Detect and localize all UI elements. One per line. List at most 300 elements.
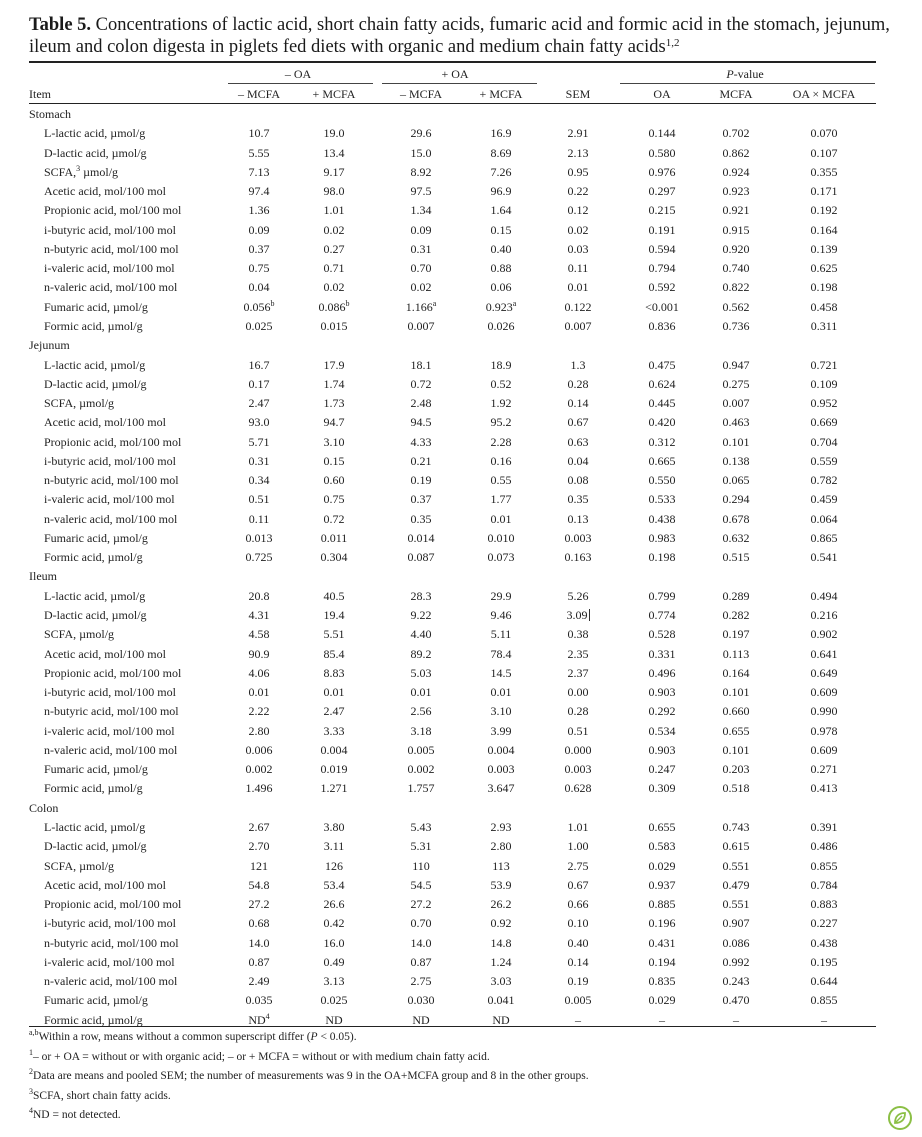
- row-value-text: 3.10: [490, 704, 512, 719]
- row-item: [44, 743, 177, 757]
- table-row: [0, 1013, 922, 1032]
- row-value-text: 0.70: [410, 261, 432, 276]
- row-value: [219, 936, 299, 950]
- row-value: [461, 415, 541, 429]
- header-item: Item: [29, 87, 51, 101]
- row-item-text: n-valeric acid, mol/100 mol: [44, 742, 178, 757]
- row-value-text: 0.66: [567, 897, 589, 912]
- row-value: [381, 300, 461, 314]
- header-col-2: – MCFA: [399, 87, 443, 101]
- row-value: [381, 126, 461, 140]
- row-value-text: 0.003: [564, 530, 592, 545]
- row-value-text: 0.87: [410, 954, 432, 969]
- row-item: [44, 415, 166, 429]
- section-row: [0, 569, 922, 588]
- row-value: [696, 242, 776, 256]
- row-item: [44, 184, 166, 198]
- row-value-text: 0.297: [648, 184, 676, 199]
- row-value-text: 96.9: [490, 184, 512, 199]
- row-value-text: 14.8: [490, 935, 512, 950]
- row-value-text: 0.72: [410, 376, 432, 391]
- row-value: [381, 512, 461, 526]
- row-value: [381, 146, 461, 160]
- row-value: [219, 627, 299, 641]
- row-value: [461, 261, 541, 275]
- row-value-text: 13.4: [323, 145, 345, 160]
- row-value: [784, 897, 864, 911]
- row-item: [44, 435, 181, 449]
- row-value-text: 0.15: [490, 222, 512, 237]
- row-value-text: 95.2: [490, 415, 512, 430]
- table-row: [0, 203, 922, 222]
- footnote-text-after: < 0.05).: [317, 1031, 357, 1043]
- row-value-text: 0.01: [490, 511, 512, 526]
- row-value: [219, 993, 299, 1007]
- row-value-text: 0.609: [810, 685, 838, 700]
- row-value: [538, 916, 618, 930]
- row-value: [219, 396, 299, 410]
- row-value: [381, 203, 461, 217]
- section-row: [0, 801, 922, 820]
- row-item-text-after: µmol/g: [80, 164, 119, 179]
- footnote-italic: P: [310, 1031, 318, 1043]
- row-value: [294, 762, 374, 776]
- row-value-text: 0.702: [722, 126, 750, 141]
- row-value-text: 0.216: [810, 608, 838, 623]
- row-value: [219, 377, 299, 391]
- row-value: [381, 955, 461, 969]
- row-item-text: Fumaric acid, µmol/g: [44, 762, 148, 777]
- top-rule: [29, 61, 876, 63]
- header-rule: [29, 103, 876, 104]
- row-item: [44, 666, 181, 680]
- row-value-text: 0.628: [564, 781, 592, 796]
- row-value-text: 2.75: [410, 974, 432, 989]
- row-value-sup: a: [432, 298, 437, 308]
- row-value-text: 0.774: [648, 608, 676, 623]
- row-value: [219, 203, 299, 217]
- row-value-text: 0.04: [567, 453, 589, 468]
- row-value: [538, 358, 618, 372]
- row-value: [784, 435, 864, 449]
- row-value-text: 0.065: [722, 473, 750, 488]
- row-value-text: 0.17: [248, 376, 270, 391]
- row-value-text: 0.13: [567, 511, 589, 526]
- row-value-text: 0.71: [323, 261, 345, 276]
- row-item-text: n-valeric acid, mol/100 mol: [44, 511, 178, 526]
- row-value: [219, 589, 299, 603]
- row-value: [784, 280, 864, 294]
- row-value-text: 0.67: [567, 415, 589, 430]
- row-value: [696, 531, 776, 545]
- row-value: [696, 261, 776, 275]
- row-value-text: 0.649: [810, 665, 838, 680]
- row-value-text: 9.17: [323, 164, 345, 179]
- row-value-text: 18.9: [490, 357, 512, 372]
- row-value-text: 0.583: [648, 839, 676, 854]
- row-value: [622, 435, 702, 449]
- footnote-marker: 1: [29, 1047, 33, 1057]
- row-value: [622, 223, 702, 237]
- row-value: [696, 936, 776, 950]
- row-item-text: Acetic acid, mol/100 mol: [44, 415, 166, 430]
- row-value: [538, 377, 618, 391]
- row-value: [784, 454, 864, 468]
- row-value: [219, 916, 299, 930]
- row-value-text: 0.312: [648, 434, 676, 449]
- row-value: [381, 608, 461, 622]
- row-value: [294, 916, 374, 930]
- row-value-text: 0.88: [490, 261, 512, 276]
- row-value: [696, 724, 776, 738]
- row-value-text: 85.4: [323, 646, 345, 661]
- table-row: [0, 685, 922, 704]
- row-value-text: –: [733, 1012, 739, 1027]
- row-value: [696, 126, 776, 140]
- row-value-text: 94.7: [323, 415, 345, 430]
- row-value-text: 0.005: [407, 742, 435, 757]
- row-value: [784, 165, 864, 179]
- row-value-text: 0.68: [248, 916, 270, 931]
- row-value: [219, 223, 299, 237]
- row-value: [784, 358, 864, 372]
- row-value: [294, 512, 374, 526]
- row-value: [622, 531, 702, 545]
- row-value: [696, 627, 776, 641]
- row-value-text: 0.665: [648, 453, 676, 468]
- row-item-text: L-lactic acid, µmol/g: [44, 819, 146, 834]
- row-value-text: 0.22: [567, 184, 589, 199]
- row-value-text: 0.976: [648, 164, 676, 179]
- row-value-text: 0.164: [810, 222, 838, 237]
- row-value: [538, 704, 618, 718]
- row-item: [44, 781, 143, 795]
- row-value-text: ND: [325, 1012, 343, 1027]
- row-value-text: 14.0: [248, 935, 270, 950]
- row-value-text: 20.8: [248, 588, 270, 603]
- row-value: [381, 647, 461, 661]
- row-item: [44, 300, 148, 314]
- row-value-text: 0.37: [410, 492, 432, 507]
- row-value-text: 0.002: [407, 762, 435, 777]
- row-item-text: D-lactic acid, µmol/g: [44, 376, 147, 391]
- row-value-text: 5.26: [567, 588, 589, 603]
- row-value-text: 26.2: [490, 897, 512, 912]
- row-value: [784, 146, 864, 160]
- row-value-text: 53.4: [323, 877, 345, 892]
- row-value-text: 0.28: [567, 704, 589, 719]
- row-value-text: 0.835: [648, 974, 676, 989]
- row-value: [696, 839, 776, 853]
- row-value-text: 2.47: [248, 396, 270, 411]
- row-value-text: 0.056: [243, 299, 271, 314]
- row-value-text: 0.086: [722, 935, 750, 950]
- row-value-text: 1.64: [490, 203, 512, 218]
- row-value: [622, 146, 702, 160]
- row-value: [381, 435, 461, 449]
- row-value: [696, 184, 776, 198]
- row-value-text: 0.16: [490, 453, 512, 468]
- section-name: Stomach: [29, 107, 71, 121]
- row-value: [622, 280, 702, 294]
- row-value-text: 0.275: [722, 376, 750, 391]
- row-item: [44, 724, 175, 738]
- row-value-text: 0.19: [410, 473, 432, 488]
- row-value: [622, 184, 702, 198]
- row-value-text: 0.194: [648, 954, 676, 969]
- footnote-marker: 4: [29, 1106, 33, 1115]
- row-value: [461, 608, 541, 622]
- row-value: [219, 435, 299, 449]
- row-value: [696, 454, 776, 468]
- row-item: [44, 627, 114, 641]
- row-item-text: Fumaric acid, µmol/g: [44, 530, 148, 545]
- row-value: [294, 993, 374, 1007]
- row-value: [381, 589, 461, 603]
- header-col-0: – MCFA: [237, 87, 281, 101]
- row-value: [538, 435, 618, 449]
- row-value: [784, 377, 864, 391]
- table-row: [0, 974, 922, 993]
- row-value: [219, 974, 299, 988]
- row-value: [381, 184, 461, 198]
- row-value: [219, 512, 299, 526]
- row-item-text: Propionic acid, mol/100 mol: [44, 434, 182, 449]
- row-value-text: 0.101: [722, 434, 750, 449]
- row-value: [538, 396, 618, 410]
- row-value-text: 0.822: [722, 280, 750, 295]
- row-value-text: 0.007: [722, 396, 750, 411]
- row-value-text: 0.541: [810, 550, 838, 565]
- row-value-text: 4.40: [410, 627, 432, 642]
- row-value-text: 29.9: [490, 588, 512, 603]
- header-col-7: OA × MCFA: [792, 87, 856, 101]
- row-value-text: 0.391: [810, 819, 838, 834]
- pvalue-italic: P: [726, 67, 734, 81]
- table-row: [0, 878, 922, 897]
- row-value-text: 1.24: [490, 954, 512, 969]
- row-value: [622, 396, 702, 410]
- row-item-text: Propionic acid, mol/100 mol: [44, 897, 182, 912]
- row-item-text: i-valeric acid, mol/100 mol: [44, 954, 175, 969]
- footnote-marker: 3: [29, 1086, 33, 1096]
- row-value-text: 0.678: [722, 511, 750, 526]
- row-item-text: Propionic acid, mol/100 mol: [44, 665, 182, 680]
- row-value-text: 0.624: [648, 376, 676, 391]
- row-value-text: 1.01: [567, 819, 589, 834]
- row-value-text: 5.43: [410, 819, 432, 834]
- row-value-text: 0.592: [648, 280, 676, 295]
- row-value-text: 1.496: [245, 781, 273, 796]
- row-value: [294, 550, 374, 564]
- row-value: [784, 184, 864, 198]
- row-value: [784, 415, 864, 429]
- row-value: [294, 878, 374, 892]
- row-value-text: 0.459: [810, 492, 838, 507]
- row-value: [784, 550, 864, 564]
- row-value-text: 0.101: [722, 685, 750, 700]
- row-value-text: 0.02: [323, 222, 345, 237]
- row-value: [219, 531, 299, 545]
- row-value-text: 0.923: [722, 184, 750, 199]
- row-value: [538, 223, 618, 237]
- row-value-text: 2.67: [248, 819, 270, 834]
- table-row: [0, 820, 922, 839]
- row-value-text: 0.836: [648, 318, 676, 333]
- row-value-text: 0.551: [722, 897, 750, 912]
- row-value: [696, 647, 776, 661]
- row-value-text: 1.74: [323, 376, 345, 391]
- row-value: [294, 165, 374, 179]
- row-value-text: 0.458: [810, 299, 838, 314]
- row-value-text: 0.243: [722, 974, 750, 989]
- row-value-text: 0.883: [810, 897, 838, 912]
- row-value: [294, 974, 374, 988]
- row-item: [44, 531, 148, 545]
- table-row: [0, 859, 922, 878]
- row-value-text: 0.978: [810, 723, 838, 738]
- row-value-text: 0.87: [248, 954, 270, 969]
- row-value: [538, 627, 618, 641]
- row-value: [696, 435, 776, 449]
- row-value-text: 0.915: [722, 222, 750, 237]
- table-row: [0, 589, 922, 608]
- row-item: [44, 473, 179, 487]
- row-value-text: 0.528: [648, 627, 676, 642]
- row-value: [696, 165, 776, 179]
- row-item-text: i-valeric acid, mol/100 mol: [44, 723, 175, 738]
- row-value: [219, 165, 299, 179]
- row-value-text: 0.311: [810, 318, 838, 333]
- table-row: [0, 165, 922, 184]
- row-value-text: 0.025: [245, 318, 273, 333]
- row-item-sup: 3: [76, 163, 81, 173]
- row-value: [622, 627, 702, 641]
- row-item-text: i-butyric acid, mol/100 mol: [44, 453, 176, 468]
- row-value: [622, 897, 702, 911]
- row-value-text: 0.855: [810, 993, 838, 1008]
- row-value-text: 29.6: [410, 126, 432, 141]
- row-value: [538, 878, 618, 892]
- row-value: [461, 454, 541, 468]
- row-item-text: L-lactic acid, µmol/g: [44, 588, 146, 603]
- row-item-text: i-valeric acid, mol/100 mol: [44, 261, 175, 276]
- row-value: [461, 897, 541, 911]
- row-value-text: 14.0: [410, 935, 432, 950]
- row-value-text: 0.562: [722, 299, 750, 314]
- row-value: [538, 319, 618, 333]
- footnote: [29, 1047, 490, 1064]
- row-value-text: 98.0: [323, 184, 345, 199]
- row-value: [294, 627, 374, 641]
- row-item: [44, 126, 145, 140]
- row-value: [696, 377, 776, 391]
- row-value-text: 0.67: [567, 877, 589, 892]
- table-caption-sup: 1,2: [665, 37, 680, 49]
- row-value-text: 0.782: [810, 473, 838, 488]
- row-value: [538, 280, 618, 294]
- row-value-text: 0.413: [810, 781, 838, 796]
- row-value: [219, 897, 299, 911]
- row-value-text: 0.40: [567, 935, 589, 950]
- row-item-text: i-butyric acid, mol/100 mol: [44, 685, 176, 700]
- row-value-text: 0.784: [810, 877, 838, 892]
- row-value: [219, 415, 299, 429]
- row-value: [381, 319, 461, 333]
- table-row: [0, 184, 922, 203]
- table-row: [0, 762, 922, 781]
- row-value: [622, 242, 702, 256]
- row-value-text: 2.47: [323, 704, 345, 719]
- row-value: [294, 820, 374, 834]
- row-value-text: 0.08: [567, 473, 589, 488]
- row-value: [294, 261, 374, 275]
- row-value-text: 1.92: [490, 396, 512, 411]
- row-value: [381, 223, 461, 237]
- row-value-text: 0.865: [810, 530, 838, 545]
- table-label: Table 5.: [29, 15, 92, 35]
- row-value-text: 0.015: [320, 318, 348, 333]
- row-value: [696, 974, 776, 988]
- row-value-text: 4.06: [248, 665, 270, 680]
- header-col-4: SEM: [565, 87, 591, 101]
- row-value: [381, 280, 461, 294]
- row-value-text: 97.5: [410, 184, 432, 199]
- row-value: [461, 955, 541, 969]
- table-row: [0, 377, 922, 396]
- row-value: [219, 762, 299, 776]
- row-value-text: 0.990: [810, 704, 838, 719]
- row-value: [381, 878, 461, 892]
- row-item: [44, 897, 181, 911]
- row-value-text: 0.515: [722, 550, 750, 565]
- table-row: [0, 993, 922, 1012]
- row-value-text: 78.4: [490, 646, 512, 661]
- row-value-text: ND: [248, 1012, 266, 1027]
- row-value-text: 0.01: [490, 685, 512, 700]
- row-value-text: 9.22: [410, 608, 432, 623]
- row-value-text: 0.51: [248, 492, 270, 507]
- row-value-sup: b: [270, 298, 275, 308]
- table-row: [0, 415, 922, 434]
- row-item: [44, 589, 145, 603]
- row-value: [784, 608, 864, 622]
- row-item: [44, 203, 181, 217]
- row-value-text: 2.49: [248, 974, 270, 989]
- row-value-text: 0.609: [810, 742, 838, 757]
- row-value: [461, 435, 541, 449]
- row-value: [622, 492, 702, 506]
- row-value: [622, 165, 702, 179]
- row-value: [538, 781, 618, 795]
- row-value-text: 0.10: [567, 916, 589, 931]
- row-item-text: Acetic acid, mol/100 mol: [44, 184, 166, 199]
- row-value-text: 0.580: [648, 145, 676, 160]
- table-row: [0, 550, 922, 569]
- row-value: [622, 647, 702, 661]
- row-value-text: 0.725: [245, 550, 273, 565]
- row-value: [538, 300, 618, 314]
- row-item-text: L-lactic acid, µmol/g: [44, 357, 146, 372]
- row-value: [696, 473, 776, 487]
- row-item-text: n-butyric acid, mol/100 mol: [44, 241, 179, 256]
- row-value: [784, 724, 864, 738]
- table-row: [0, 839, 922, 858]
- row-item: [44, 454, 176, 468]
- row-value: [696, 550, 776, 564]
- row-item: [44, 993, 148, 1007]
- row-value: [622, 839, 702, 853]
